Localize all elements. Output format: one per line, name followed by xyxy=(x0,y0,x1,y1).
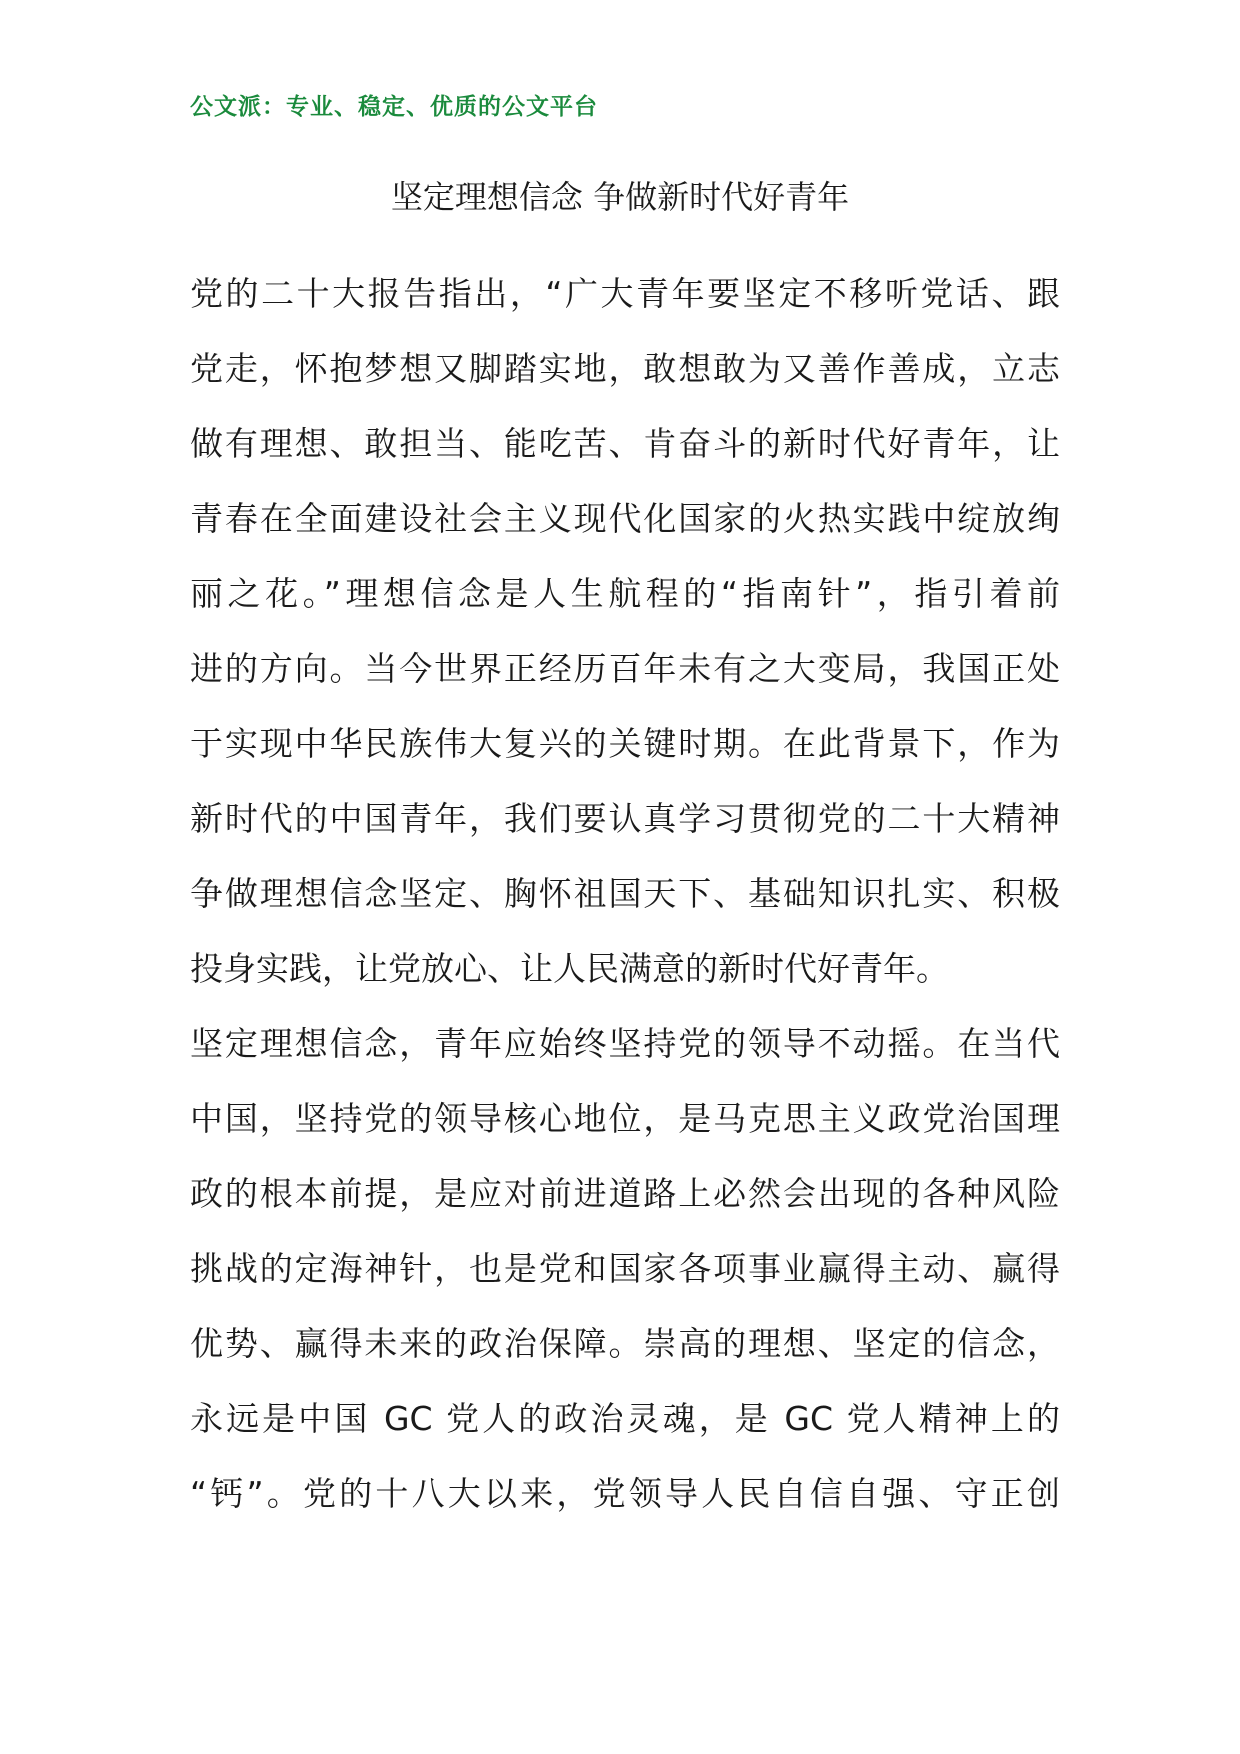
text-line: 于实现中华民族伟大复兴的关键时期。在此背景下，作为 xyxy=(190,724,1060,763)
document-title: 坚定理想信念 争做新时代好青年 xyxy=(390,178,850,216)
text-line: 挑战的定海神针，也是党和国家各项事业赢得主动、赢得 xyxy=(190,1249,1060,1288)
text-line: 进的方向。当今世界正经历百年未有之大变局，我国正处 xyxy=(190,649,1060,688)
text-line: 党走，怀抱梦想又脚踏实地，敢想敢为又善作善成，立志 xyxy=(190,349,1060,388)
text-line: 优势、赢得未来的政治保障。崇高的理想、坚定的信念， xyxy=(190,1324,1060,1363)
paragraph-2 xyxy=(190,1006,1060,1531)
text-line: 丽之花。”理想信念是人生航程的“指南针”，指引着前 xyxy=(190,574,1060,613)
text-line: 坚定理想信念，青年应始终坚持党的领导不动摇。在当代 xyxy=(190,1024,1060,1063)
text-line: 做有理想、敢担当、能吃苦、肯奋斗的新时代好青年，让 xyxy=(190,424,1060,463)
text-line: 党的二十大报告指出，“广大青年要坚定不移听党话、跟 xyxy=(190,274,1060,313)
text-line: “钙”。党的十八大以来，党领导人民自信自强、守正创 xyxy=(190,1474,1060,1513)
text-line: 新时代的中国青年，我们要认真学习贯彻党的二十大精神 xyxy=(190,799,1060,838)
text-line: 永远是中国 GC 党人的政治灵魂，是 GC 党人精神上的 xyxy=(190,1399,1060,1438)
document-body xyxy=(190,256,1060,1531)
text-line: 投身实践，让党放心、让人民满意的新时代好青年。 xyxy=(190,949,949,988)
text-line: 青春在全面建设社会主义现代化国家的火热实践中绽放绚 xyxy=(190,499,1060,538)
text-line: 中国，坚持党的领导核心地位，是马克思主义政党治国理 xyxy=(190,1099,1060,1138)
text-line: 争做理想信念坚定、胸怀祖国天下、基础知识扎实、积极 xyxy=(190,874,1060,913)
site-header: 公文派：专业、稳定、优质的公文平台 xyxy=(190,94,598,120)
text-line: 政的根本前提，是应对前进道路上必然会出现的各种风险 xyxy=(190,1174,1060,1213)
paragraph-1 xyxy=(190,256,1060,1006)
